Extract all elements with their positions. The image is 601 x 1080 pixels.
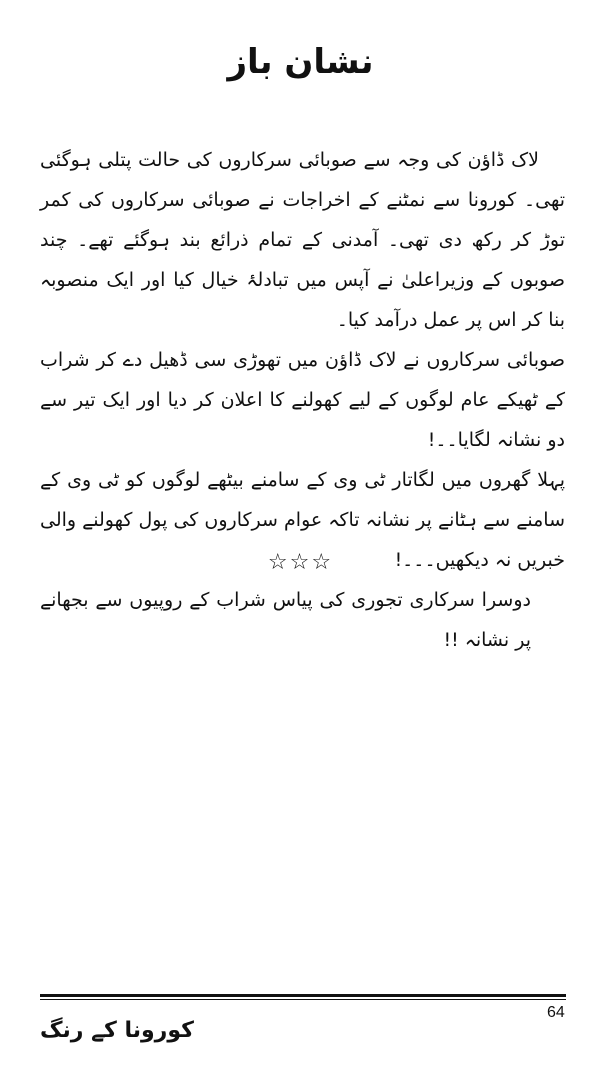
page-number: 64 bbox=[547, 1004, 565, 1021]
paragraph: صوبائی سرکاروں نے لاک ڈاؤن میں تھوڑی سی ڈھیل دے کر شراب کے ٹھیکے عام لوگوں کے لیے کھولنے کا اعلان کر دیا اور ایک تیر سے دو نشانہ لگایا۔۔! bbox=[40, 349, 565, 451]
paragraph: پہلا گھروں میں لگاتار ٹی وی کے سامنے بیٹھے لوگوں کو ٹی وی کے سامنے سے ہٹانے پر نشانہ تاکہ عوام سرکاروں کی پول کھولنے والی خبریں نہ دیکھیں۔۔۔! bbox=[40, 469, 565, 571]
paragraph: لاک ڈاؤن کی وجہ سے صوبائی سرکاروں کی حالت پتلی ہوگئی تھی۔ کورونا سے نمٹنے کے اخراجات نے صوبائی سرکاروں کی کمر توڑ کر رکھ دی تھی۔ آمدنی کے تمام ذرائع بند ہوگئے تھے۔ چند صوبوں کے وزیراعلیٰ نے آپس میں تبادلۂ خیال کیا اور ایک منصوبہ بنا کر اس پر عمل درآمد کیا۔ bbox=[40, 149, 565, 331]
footer-divider bbox=[40, 994, 566, 997]
star-separator: ☆☆☆ bbox=[267, 550, 334, 575]
page-title: نشان باز bbox=[227, 42, 374, 82]
footer-divider-thin bbox=[40, 999, 566, 1000]
body-text bbox=[40, 140, 565, 660]
book-title: کورونا کے رنگ bbox=[40, 1018, 194, 1043]
paragraph: دوسرا سرکاری تجوری کی پیاس شراب کے روپیوں سے بجھانے پر نشانہ !! bbox=[40, 589, 531, 651]
